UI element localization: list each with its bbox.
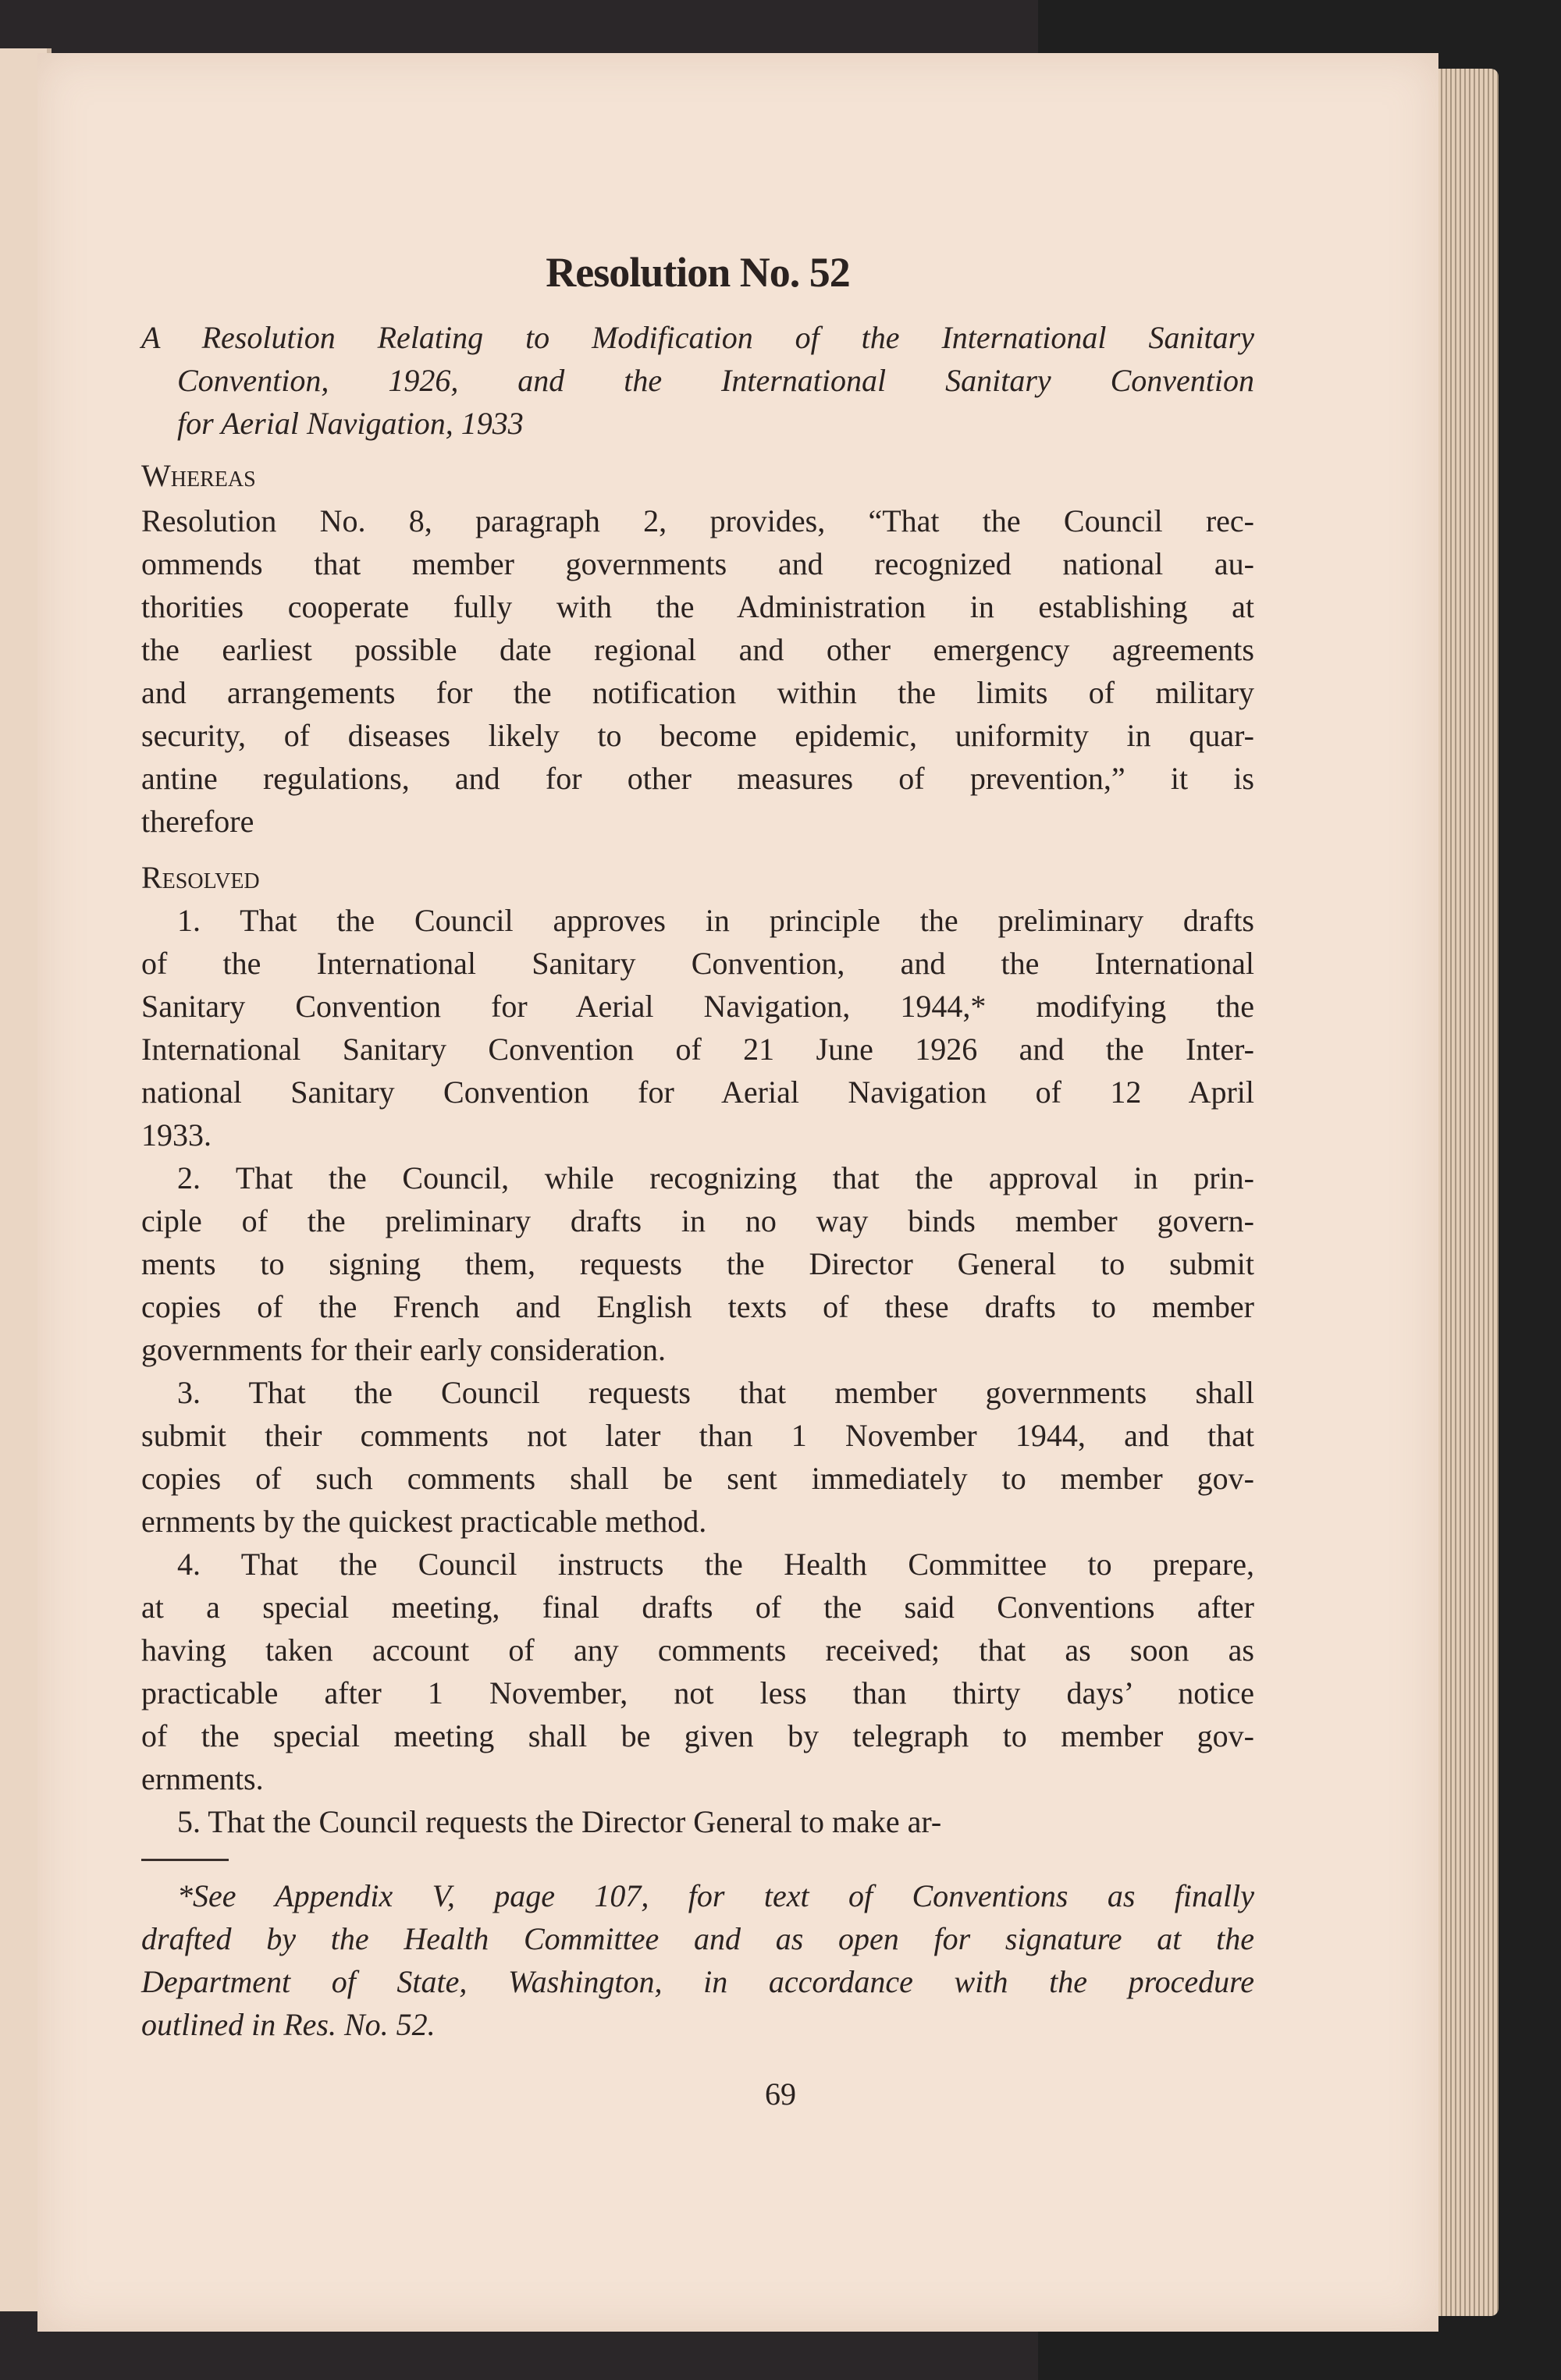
whereas-line: the earliest possible date regional and other emergency agreements [141,632,1254,667]
footnote-rule [141,1859,229,1861]
footnote-line: *See Appendix V, page 107, for text of Conventions as finally [177,1878,1254,1913]
item-line: having taken account of any comments received; that as soon as [141,1632,1254,1668]
item-line: ciple of the preliminary drafts in no way binds member govern- [141,1203,1254,1238]
whereas-paragraph [141,499,1254,843]
item-line: governments for their early consideration. [141,1332,666,1367]
item-line: copies of such comments shall be sent immediately to member gov- [141,1461,1254,1496]
whereas-line: Resolution No. 8, paragraph 2, provides, “That the Council rec- [141,503,1254,538]
item-line: ernments. [141,1761,264,1796]
item-line: submit their comments not later than 1 November 1944, and that [141,1418,1254,1453]
item-line: ernments by the quickest practicable method. [141,1504,707,1539]
whereas-line: security, of diseases likely to become epidemic, uniformity in quar- [141,718,1254,753]
subtitle-line: Convention, 1926, and the International Sanitary Convention [177,363,1254,398]
resolved-item-2 [141,1156,1254,1371]
whereas-line: therefore [141,804,254,839]
footnote-line: drafted by the Health Committee and as open for signature at the [141,1921,1254,1956]
resolved-item-1 [141,899,1254,1156]
item-line: 5. That the Council requests the Director General to make ar- [177,1804,942,1839]
item-line: practicable after 1 November, not less than thirty days’ notice [141,1675,1254,1710]
resolved-label: Resolved [141,860,260,895]
item-line: national Sanitary Convention for Aerial Navigation of 12 April [141,1075,1254,1110]
item-line: of the special meeting shall be given by telegraph to member gov- [141,1718,1254,1753]
page-number: 69 [765,2076,796,2112]
item-line: Sanitary Convention for Aerial Navigation, 1944,* modifying the [141,989,1254,1024]
item-line: of the International Sanitary Convention, and the International [141,946,1254,981]
item-line: 3. That the Council requests that member governments shall [177,1375,1254,1410]
item-line: at a special meeting, final drafts of the said Conventions after [141,1590,1254,1625]
item-line: 2. That the Council, while recognizing that the approval in prin- [177,1160,1254,1195]
item-line: copies of the French and English texts of these drafts to member [141,1289,1254,1324]
resolved-item-4 [141,1543,1254,1800]
whereas-line: ommends that member governments and recognized national au- [141,546,1254,581]
item-line: 1. That the Council approves in principle the preliminary drafts [177,903,1254,938]
item-line: ments to signing them, requests the Director General to submit [141,1246,1254,1281]
whereas-line: thorities cooperate fully with the Administration in establishing at [141,589,1254,624]
resolved-items [141,899,1254,1843]
resolved-item-5 [141,1800,1254,1843]
subtitle-line: for Aerial Navigation, 1933 [177,406,524,441]
footnote [141,1874,1254,2046]
footnote-line: outlined in Res. No. 52. [141,2007,436,2042]
footnote-line: Department of State, Washington, in accordance with the procedure [141,1964,1254,1999]
whereas-line: antine regulations, and for other measures of prevention,” it is [141,761,1254,796]
whereas-label: Whereas [141,458,256,493]
whereas-line: and arrangements for the notification within the limits of military [141,675,1254,710]
subtitle-line: A Resolution Relating to Modification of the International Sanitary [141,320,1254,355]
resolved-item-3 [141,1371,1254,1543]
item-line: 1933. [141,1117,212,1153]
page-title: Resolution No. 52 [546,249,850,296]
item-line: 4. That the Council instructs the Health Committee to prepare, [177,1547,1254,1582]
resolution-subtitle [141,316,1254,445]
item-line: International Sanitary Convention of 21 June 1926 and the Inter- [141,1032,1254,1067]
